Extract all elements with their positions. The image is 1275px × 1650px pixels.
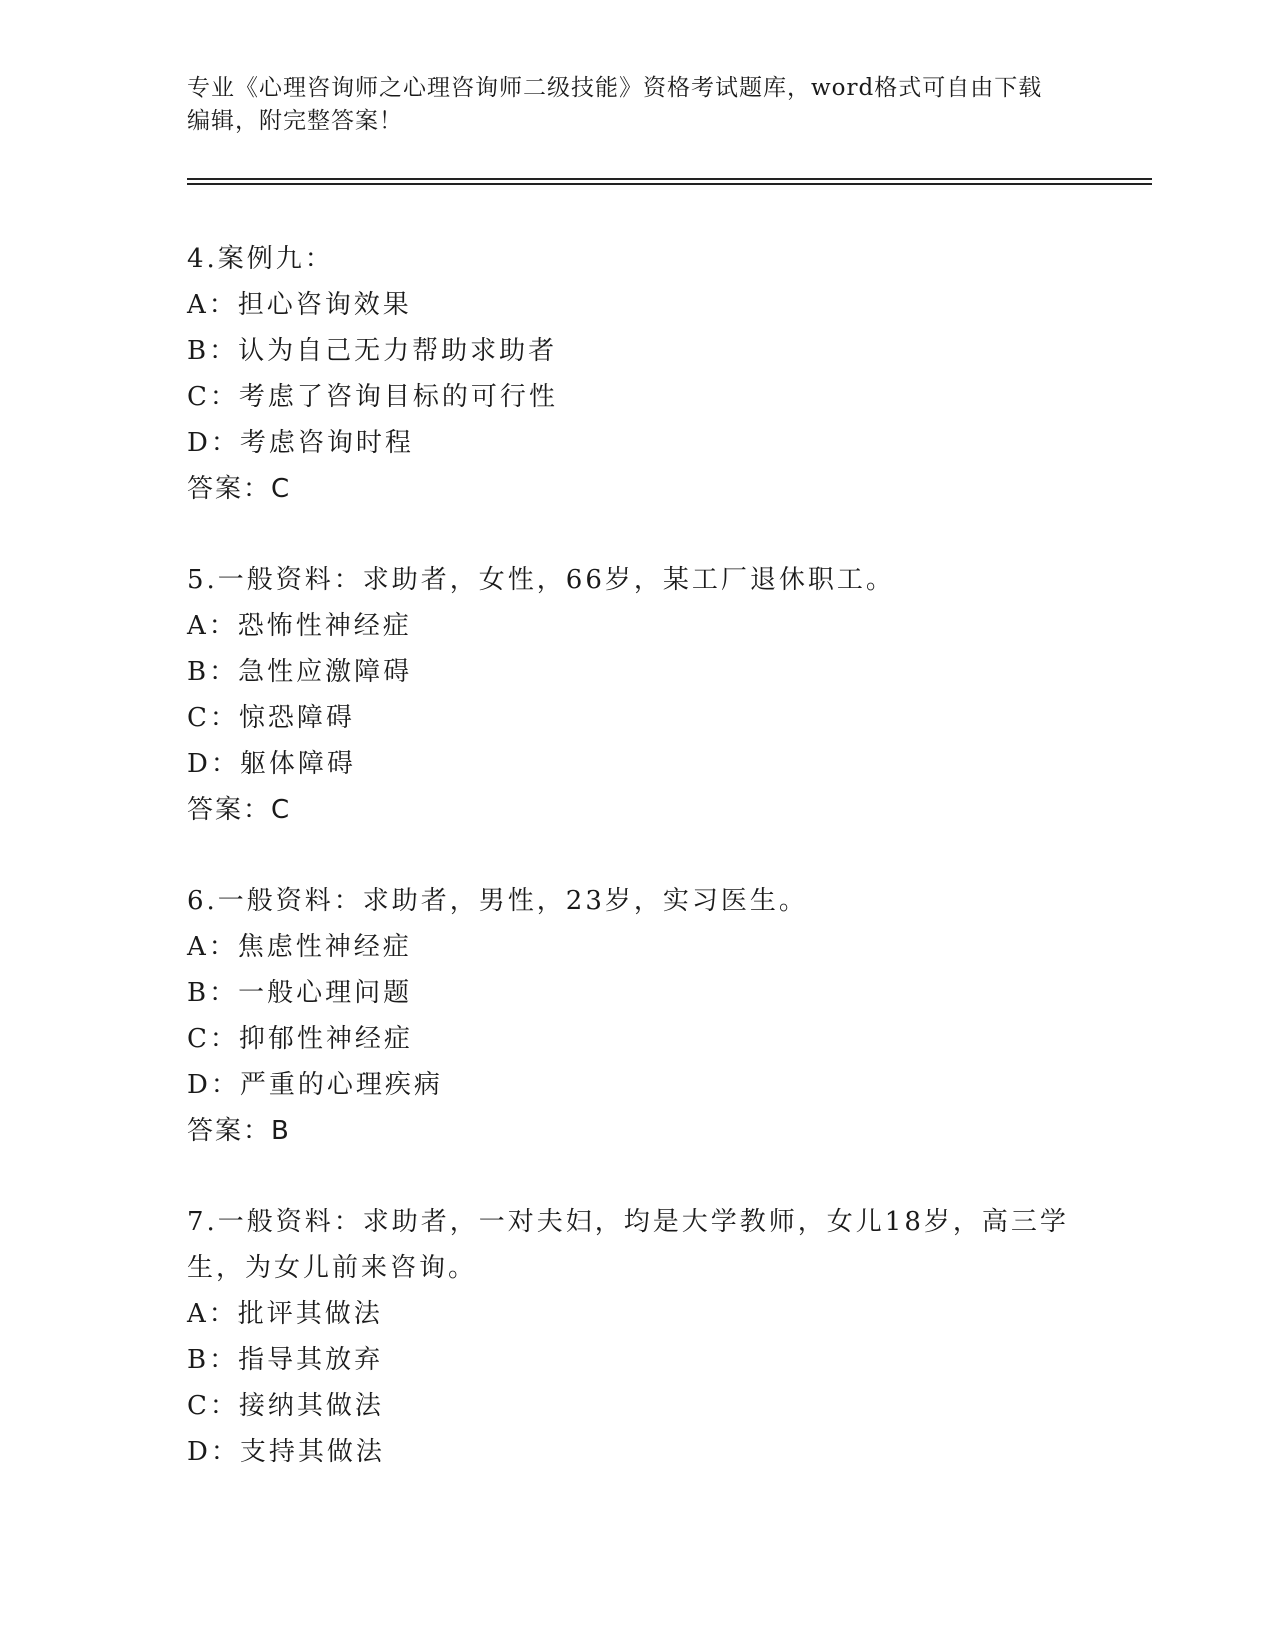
question-stem-line-1: 7.一般资料：求助者，一对夫妇，均是大学教师，女儿18岁，高三学: [187, 1207, 1069, 1237]
option-b: B：急性应激障碍: [187, 657, 413, 687]
header-line-2: 编辑，附完整答案！: [187, 108, 403, 134]
question-stem: 5.一般资料：求助者，女性，66岁，某工厂退休职工。: [187, 565, 895, 595]
question-stem: 4.案例九：: [187, 244, 334, 274]
option-c: C：惊恐障碍: [187, 703, 355, 733]
option-d: D：躯体障碍: [187, 749, 356, 779]
question-stem-line-2: 生，为女儿前来咨询。: [187, 1253, 478, 1283]
header-divider-top: [187, 178, 1152, 180]
option-d: D：考虑咨询时程: [187, 428, 414, 458]
option-b: B：指导其放弃: [187, 1345, 384, 1375]
answer-line: 答案：C: [187, 795, 292, 825]
header-divider-bottom: [187, 183, 1152, 185]
question-list: [187, 236, 1107, 1520]
question-6: [187, 878, 1107, 1154]
option-c: C：考虑了咨询目标的可行性: [187, 382, 558, 412]
option-b: B：一般心理问题: [187, 978, 413, 1008]
option-d: D：支持其做法: [187, 1437, 385, 1467]
question-stem: 6.一般资料：求助者，男性，23岁，实习医生。: [187, 886, 808, 916]
option-a: A：担心咨询效果: [187, 290, 412, 320]
option-a: A：恐怖性神经症: [187, 611, 412, 641]
question-7: [187, 1199, 1107, 1475]
option-c: C：接纳其做法: [187, 1391, 384, 1421]
option-d: D：严重的心理疾病: [187, 1070, 443, 1100]
answer-line: 答案：B: [187, 1116, 291, 1146]
option-a: A：批评其做法: [187, 1299, 383, 1329]
question-4: [187, 236, 1107, 512]
header-line-1: 专业《心理咨询师之心理咨询师二级技能》资格考试题库，word格式可自由下载: [187, 75, 1043, 101]
option-a: A：焦虑性神经症: [187, 932, 412, 962]
option-c: C：抑郁性神经症: [187, 1024, 413, 1054]
question-5: [187, 557, 1107, 833]
document-header: [187, 72, 1087, 138]
option-b: B：认为自己无力帮助求助者: [187, 336, 558, 366]
answer-line: 答案：C: [187, 474, 292, 504]
